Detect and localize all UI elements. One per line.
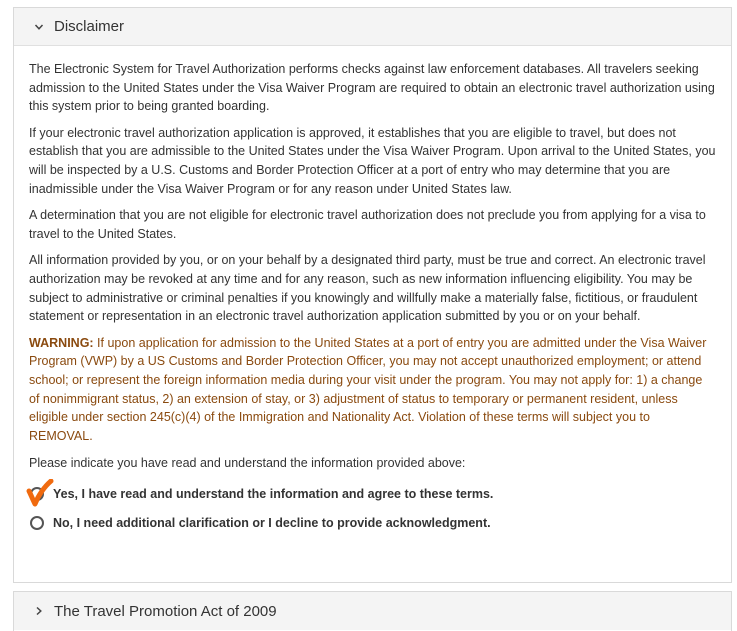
checkmark-icon: [26, 479, 54, 509]
option-yes-label: Yes, I have read and understand the information and agree to these terms.: [53, 486, 494, 501]
radio-yes[interactable]: [30, 487, 44, 501]
travel-promotion-title: The Travel Promotion Act of 2009: [54, 602, 277, 620]
option-no-radio[interactable]: [30, 513, 716, 533]
disclaimer-paragraph-2: If your electronic travel authorization application is approved, it establishes that you are eligible to travel, but does not establish that you are admissible to the United States under the Visa Waiver Program. Upon arrival to the United States, you will be inspected by a U.S. Customs and Border Protection Officer at a port of entry who may determine that you are inadmissible under the Visa Waiver Program or for any reason under United States law.: [29, 125, 716, 196]
warning-paragraph: [29, 334, 716, 446]
acknowledgment-prompt: Please indicate you have read and understand the information provided above:: [29, 456, 466, 471]
disclaimer-paragraph-1: The Electronic System for Travel Authorization performs checks against law enforcement databases. All travelers seeking admission to the United States under the Visa Waiver Program are required to obtain an electronic travel authorization using this system prior to being granted boarding.: [29, 62, 715, 114]
travel-promotion-header[interactable]: [14, 592, 731, 630]
disclaimer-paragraph-3: A determination that you are not eligible for electronic travel authorization does not preclude you from applying for a visa to travel to the United States.: [29, 208, 706, 241]
chevron-down-icon: [31, 19, 47, 35]
disclaimer-body: [14, 60, 731, 533]
travel-promotion-panel: [13, 591, 732, 631]
disclaimer-panel: [13, 7, 732, 583]
disclaimer-paragraph-4: All information provided by you, or on your behalf by a designated third party, must be true and correct. An electronic travel authorization may be revoked at any time and for any reason, such as new information influencing eligibility. You may be subject to administrative or criminal penalties if you knowingly and willfully make a materially false, fictitious, or fraudulent statement or representation in an electronic travel authorization application submitted by you or on your behalf.: [29, 253, 706, 324]
option-no-label: No, I need additional clarification or I decline to provide acknowledgment.: [53, 515, 491, 530]
warning-label: WARNING:: [29, 335, 94, 350]
disclaimer-header[interactable]: [14, 8, 731, 46]
chevron-right-icon: [31, 603, 47, 619]
option-yes-radio[interactable]: [30, 484, 716, 504]
radio-no[interactable]: [30, 516, 44, 530]
disclaimer-title: Disclaimer: [54, 18, 125, 35]
warning-text: If upon application for admission to the United States at a port of entry you are admitted under the Visa Waiver Program (VWP) by a US Customs and Border Protection Officer, you may not accept unauthorized employment; or attend school; or represent the foreign information media during your visit under the program. You may not apply for: 1) a change of nonimmigrant status, 2) an extension of stay, or 3) adjustment of status to temporary or permanent resident, unless eligible under section 245(c)(4) of the Immigration and Nationality Act. Violation of these terms will subject you to REMOVAL.: [29, 335, 707, 443]
